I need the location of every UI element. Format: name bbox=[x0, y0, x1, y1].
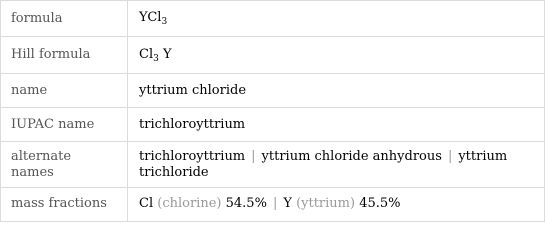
alternate-name-item: yttrium trichloride bbox=[139, 148, 508, 180]
mass-fraction-list bbox=[139, 196, 401, 211]
row-label-iupac-name: IUPAC name bbox=[1, 108, 128, 142]
row-label-mass-fractions bbox=[1, 188, 128, 222]
row-value-hill-formula bbox=[128, 37, 545, 74]
row-label-hill-formula: Hill formula bbox=[1, 37, 128, 74]
mass-fraction-percent: 54.5% bbox=[225, 195, 267, 211]
hill-formula-tail: Y bbox=[162, 46, 172, 62]
row-label-formula: formula bbox=[1, 1, 128, 37]
mass-fractions-label: mass fractions bbox=[11, 195, 107, 211]
table-row-hill-formula bbox=[1, 37, 545, 74]
hill-formula-subscript: 3 bbox=[153, 53, 159, 64]
row-value-mass-fractions bbox=[128, 188, 545, 222]
table-row-mass-fractions bbox=[1, 188, 545, 222]
alternate-name-item: trichloroyttrium bbox=[139, 148, 246, 164]
row-label-alternate-names: alternate names bbox=[1, 142, 128, 188]
row-value-name: yttrium chloride bbox=[128, 74, 545, 108]
table-row-alternate-names bbox=[1, 142, 545, 188]
table-row-name bbox=[1, 74, 545, 108]
formula-base: YCl bbox=[139, 10, 162, 25]
separator: | bbox=[447, 148, 453, 164]
row-value-iupac-name: trichloroyttrium bbox=[128, 108, 545, 142]
formula-subscript: 3 bbox=[161, 17, 168, 27]
mass-fraction-symbol: Y bbox=[283, 195, 292, 211]
row-value-alternate-names bbox=[128, 142, 545, 188]
mass-fraction-percent: 45.5% bbox=[359, 195, 401, 211]
mass-fraction-element: (yttrium) bbox=[296, 195, 356, 211]
mass-fraction-symbol: Cl bbox=[139, 195, 154, 211]
table-row-formula bbox=[1, 1, 545, 37]
row-value-formula bbox=[128, 1, 545, 37]
mass-fraction-element: (chlorine) bbox=[157, 195, 222, 211]
alternate-name-item: yttrium chloride anhydrous bbox=[261, 148, 442, 164]
separator: | bbox=[251, 148, 256, 164]
separator: | bbox=[272, 195, 278, 211]
table-row-iupac-name bbox=[1, 108, 545, 142]
row-label-name: name bbox=[1, 74, 128, 108]
hill-formula-base: Cl bbox=[139, 46, 154, 62]
